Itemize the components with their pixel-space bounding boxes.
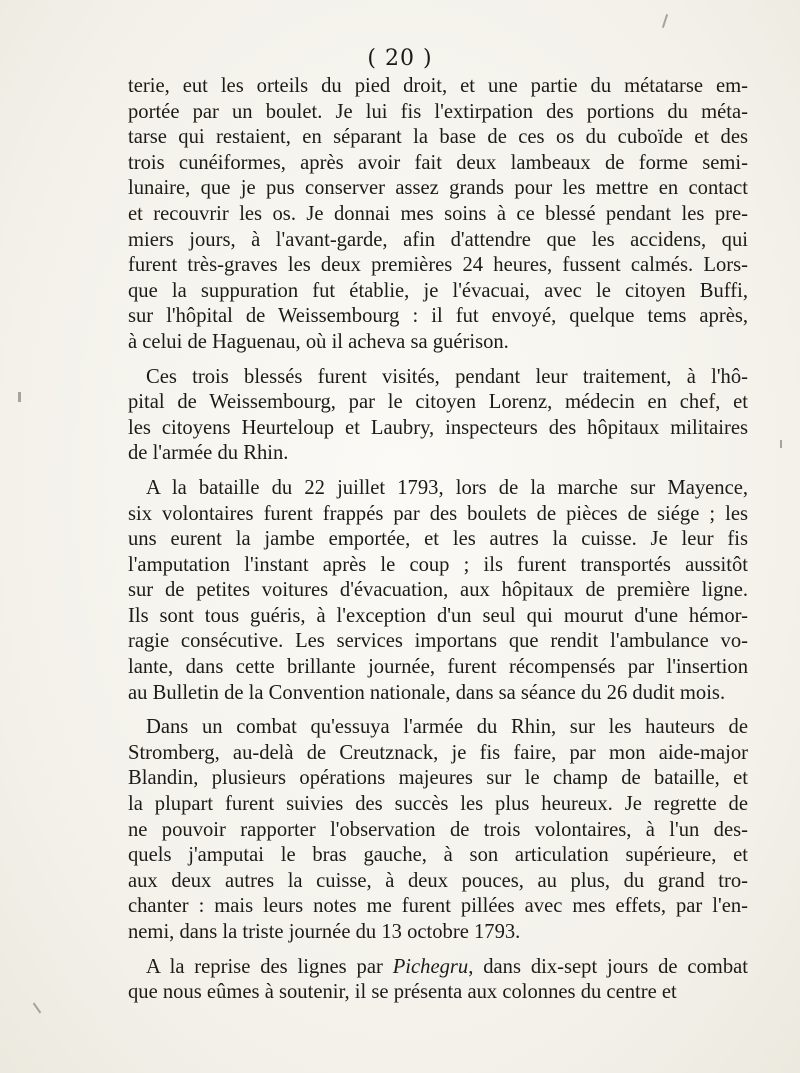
text-line: trois cunéiformes, après avoir fait deux lambeaux de forme semi- — [128, 151, 748, 174]
text-line: Dans un combat qu'essuya l'armée du Rhin, sur les hauteurs de — [146, 716, 748, 739]
scan-mark — [780, 440, 782, 448]
text-line: lante, dans cette brillante journée, furent récompensés par l'insertion — [128, 656, 748, 679]
text-line: aux deux autres la cuisse, à deux pouces, au plus, du grand tro- — [128, 869, 748, 892]
text-line: A la bataille du 22 juillet 1793, lors de la marche sur Mayence, — [146, 476, 748, 499]
text-line: furent très-graves les deux premières 24 heures, fussent calmés. Lors- — [128, 254, 748, 277]
text-line: Ces trois blessés furent visités, pendant leur traitement, à l'hô- — [146, 365, 748, 388]
page-number: ( 20 ) — [367, 46, 433, 71]
text-line: ne pouvoir rapporter l'observation de trois volontaires, à l'un des- — [128, 818, 748, 841]
text-line: la plupart furent suivies des succès les plus heureux. Je regrette de — [128, 793, 748, 816]
text-line: portée par un boulet. Je lui fis l'extirpation des portions du méta- — [128, 100, 748, 123]
text-line: Blandin, plusieurs opérations majeures sur le champ de bataille, et — [128, 767, 748, 790]
text-line: ragie consécutive. Les services importans que rendit l'ambulance vo- — [128, 630, 748, 653]
text-line: chanter : mais leurs notes me furent pillées avec mes effets, par l'en- — [128, 895, 748, 918]
text-line: miers jours, à l'avant-garde, afin d'attendre que les accidens, qui — [128, 228, 748, 251]
text-line: au Bulletin de la Convention nationale, dans sa séance du 26 dudit mois. — [128, 681, 726, 704]
text-line: et recouvrir les os. Je donnai mes soins à ce blessé pendant les pre- — [128, 202, 748, 225]
text-line: à celui de Haguenau, où il acheva sa guérison. — [128, 330, 509, 353]
text-line: que nous eûmes à soutenir, il se présenta aux colonnes du centre et — [128, 981, 677, 1004]
text-line: de l'armée du Rhin. — [128, 442, 289, 465]
text-line: Stromberg, au-delà de Creutznack, je fis faire, par mon aide-major — [128, 741, 748, 764]
text-line: l'amputation l'instant après le coup ; ils furent transportés aussitôt — [128, 553, 748, 576]
text-line: que la suppuration fut établie, je l'évacuai, avec le citoyen Buffi, — [128, 279, 748, 302]
scan-mark — [662, 14, 668, 28]
text-line: pital de Weissembourg, par le citoyen Lorenz, médecin en chef, et — [128, 391, 748, 414]
scan-mark — [18, 392, 21, 402]
paragraph — [128, 365, 748, 467]
body-text — [128, 74, 748, 1006]
text-line: les citoyens Heurteloup et Laubry, inspecteurs des hôpitaux militaires — [128, 416, 748, 439]
scan-mark — [33, 1003, 42, 1014]
text-line: A la reprise des lignes par Pichegru, dans dix-sept jours de combat — [146, 955, 748, 978]
paragraph — [128, 74, 748, 356]
text-line: sur de petites voitures d'évacuation, aux hôpitaux de première ligne. — [128, 579, 748, 602]
text-line: Ils sont tous guéris, à l'exception d'un seul qui mourut d'une hémor- — [128, 604, 748, 627]
text-line: uns eurent la jambe emportée, et les autres la cuisse. Je leur fis — [128, 528, 748, 551]
paragraph — [128, 476, 748, 706]
text-line: six volontaires furent frappés par des boulets de pièces de siége ; les — [128, 502, 748, 525]
text-line: nemi, dans la triste journée du 13 octobre 1793. — [128, 921, 521, 943]
text-line: terie, eut les orteils du pied droit, et une partie du métatarse em- — [128, 75, 748, 97]
text-line: quels j'amputai le bras gauche, à son articulation supérieure, et — [128, 844, 748, 867]
text-line: lunaire, que je pus conserver assez grands pour les mettre en contact — [128, 177, 748, 200]
paragraph — [128, 715, 748, 945]
text-line: sur l'hôpital de Weissembourg : il fut envoyé, quelque tems après, — [128, 305, 748, 328]
text-line: tarse qui restaient, en séparant la base de ces os du cuboïde et des — [128, 126, 748, 149]
paragraph — [128, 955, 748, 1006]
